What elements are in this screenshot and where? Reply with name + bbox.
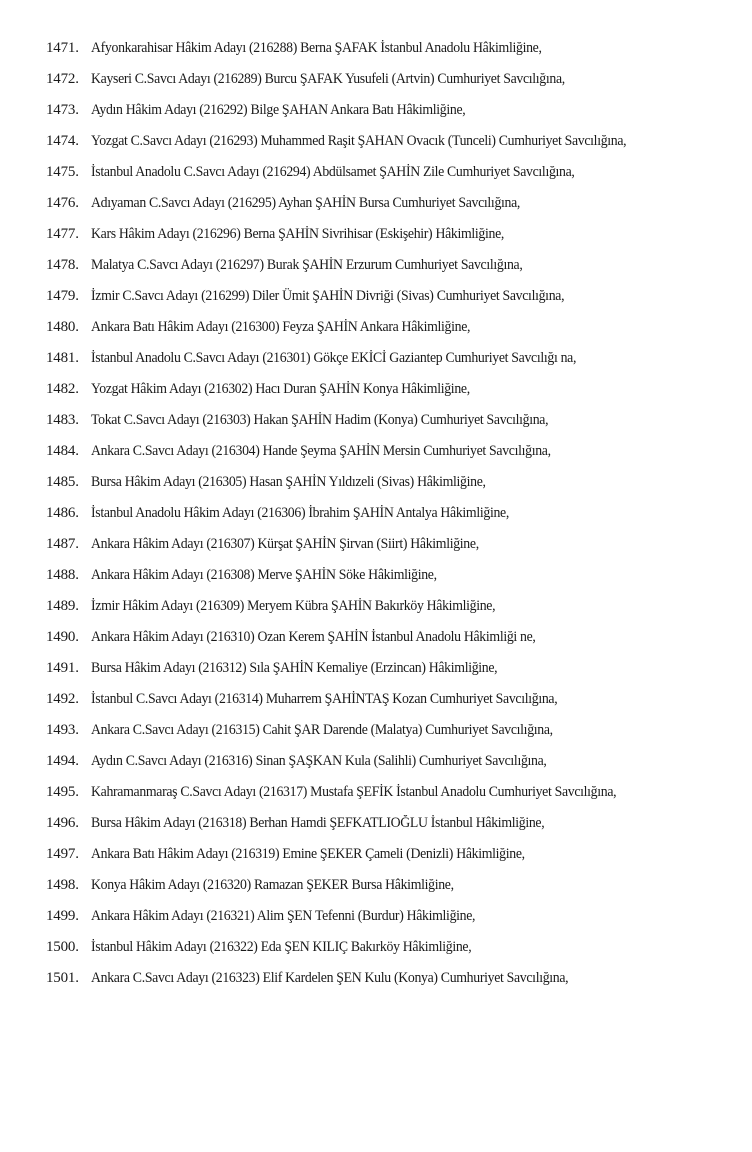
entry-text: Adıyaman C.Savcı Adayı (216295) Ayhan ŞAHİN Bursa Cumhuriyet Savcılığına, (91, 195, 521, 211)
list-item (46, 133, 746, 164)
entry-number: 1497. (46, 846, 79, 862)
entry-number: 1492. (46, 691, 79, 707)
entry-text: Ankara Batı Hâkim Adayı (216319) Emine ŞEKER Çameli (Denizli) Hâkimliğine, (91, 846, 525, 862)
entry-text: Ankara Hâkim Adayı (216307) Kürşat ŞAHİN Şirvan (Siirt) Hâkimliğine, (91, 536, 479, 552)
entry-text: Malatya C.Savcı Adayı (216297) Burak ŞAHİN Erzurum Cumhuriyet Savcılığına, (91, 257, 523, 273)
list-item (46, 40, 746, 71)
entry-text: Afyonkarahisar Hâkim Adayı (216288) Berna ŞAFAK İstanbul Anadolu Hâkimliğine, (91, 40, 542, 56)
entry-text: Kayseri C.Savcı Adayı (216289) Burcu ŞAFAK Yusufeli (Artvin) Cumhuriyet Savcılığına, (91, 71, 565, 87)
entry-text: İstanbul Anadolu Hâkim Adayı (216306) İbrahim ŞAHİN Antalya Hâkimliğine, (91, 505, 509, 521)
entry-number: 1487. (46, 536, 79, 552)
list-item (46, 102, 746, 133)
entry-number: 1479. (46, 288, 79, 304)
entry-text: İstanbul Anadolu C.Savcı Adayı (216301) Gökçe EKİCİ Gaziantep Cumhuriyet Savcılığı na, (91, 350, 577, 366)
list-item (46, 815, 746, 846)
entry-number: 1488. (46, 567, 79, 583)
list-item (46, 877, 746, 908)
entry-number: 1494. (46, 753, 79, 769)
entry-number: 1478. (46, 257, 79, 273)
list-item (46, 536, 746, 567)
entry-text: Ankara C.Savcı Adayı (216304) Hande Şeyma ŞAHİN Mersin Cumhuriyet Savcılığına, (91, 443, 551, 459)
entry-number: 1486. (46, 505, 79, 521)
entry-text: Bursa Hâkim Adayı (216318) Berhan Hamdi ŞEFKATLIOĞLU İstanbul Hâkimliğine, (91, 815, 545, 831)
entry-number: 1499. (46, 908, 79, 924)
list-item (46, 195, 746, 226)
list-item (46, 970, 746, 1001)
list-item (46, 722, 746, 753)
appointment-list (46, 40, 746, 1001)
list-item (46, 660, 746, 691)
entry-number: 1476. (46, 195, 79, 211)
entry-text: İstanbul Hâkim Adayı (216322) Eda ŞEN KILIÇ Bakırköy Hâkimliğine, (91, 939, 472, 955)
list-item (46, 350, 746, 381)
entry-number: 1480. (46, 319, 79, 335)
entry-text: Ankara Hâkim Adayı (216308) Merve ŞAHİN Söke Hâkimliğine, (91, 567, 437, 583)
list-item (46, 474, 746, 505)
list-item (46, 598, 746, 629)
entry-number: 1477. (46, 226, 79, 242)
list-item (46, 939, 746, 970)
list-item (46, 288, 746, 319)
list-item (46, 567, 746, 598)
entry-number: 1485. (46, 474, 79, 490)
list-item (46, 908, 746, 939)
entry-text: İzmir C.Savcı Adayı (216299) Diler Ümit ŞAHİN Divriği (Sivas) Cumhuriyet Savcılığına, (91, 288, 565, 304)
entry-number: 1501. (46, 970, 79, 986)
entry-number: 1483. (46, 412, 79, 428)
list-item (46, 412, 746, 443)
entry-text: İstanbul C.Savcı Adayı (216314) Muharrem ŞAHİNTAŞ Kozan Cumhuriyet Savcılığına, (91, 691, 558, 707)
entry-text: İzmir Hâkim Adayı (216309) Meryem Kübra ŞAHİN Bakırköy Hâkimliğine, (91, 598, 496, 614)
entry-text: Bursa Hâkim Adayı (216305) Hasan ŞAHİN Yıldızeli (Sivas) Hâkimliğine, (91, 474, 486, 490)
entry-number: 1491. (46, 660, 79, 676)
list-item (46, 257, 746, 288)
list-item (46, 784, 746, 815)
list-item (46, 226, 746, 257)
entry-text: Ankara Hâkim Adayı (216321) Alim ŞEN Tefenni (Burdur) Hâkimliğine, (91, 908, 476, 924)
entry-text: Ankara C.Savcı Adayı (216315) Cahit ŞAR Darende (Malatya) Cumhuriyet Savcılığına, (91, 722, 553, 738)
entry-number: 1489. (46, 598, 79, 614)
entry-text: Ankara Hâkim Adayı (216310) Ozan Kerem ŞAHİN İstanbul Anadolu Hâkimliği ne, (91, 629, 536, 645)
entry-number: 1473. (46, 102, 79, 118)
entry-text: Aydın C.Savcı Adayı (216316) Sinan ŞAŞKAN Kula (Salihli) Cumhuriyet Savcılığına, (91, 753, 547, 769)
list-item (46, 164, 746, 195)
entry-text: Ankara Batı Hâkim Adayı (216300) Feyza ŞAHİN Ankara Hâkimliğine, (91, 319, 471, 335)
entry-text: Kars Hâkim Adayı (216296) Berna ŞAHİN Sivrihisar (Eskişehir) Hâkimliğine, (91, 226, 505, 242)
entry-number: 1493. (46, 722, 79, 738)
list-item (46, 691, 746, 722)
entry-text: Kahramanmaraş C.Savcı Adayı (216317) Mustafa ŞEFİK İstanbul Anadolu Cumhuriyet Savcılığına, (91, 784, 617, 800)
entry-text: Yozgat Hâkim Adayı (216302) Hacı Duran ŞAHİN Konya Hâkimliğine, (91, 381, 470, 397)
entry-number: 1481. (46, 350, 79, 366)
entry-text: Aydın Hâkim Adayı (216292) Bilge ŞAHAN Ankara Batı Hâkimliğine, (91, 102, 466, 118)
entry-number: 1495. (46, 784, 79, 800)
entry-text: Konya Hâkim Adayı (216320) Ramazan ŞEKER Bursa Hâkimliğine, (91, 877, 454, 893)
list-item (46, 753, 746, 784)
entry-text: Tokat C.Savcı Adayı (216303) Hakan ŞAHİN Hadim (Konya) Cumhuriyet Savcılığına, (91, 412, 549, 428)
entry-text: Bursa Hâkim Adayı (216312) Sıla ŞAHİN Kemaliye (Erzincan) Hâkimliğine, (91, 660, 498, 676)
entry-number: 1498. (46, 877, 79, 893)
entry-number: 1482. (46, 381, 79, 397)
list-item (46, 846, 746, 877)
list-item (46, 71, 746, 102)
entry-number: 1471. (46, 40, 79, 56)
entry-number: 1484. (46, 443, 79, 459)
entry-number: 1500. (46, 939, 79, 955)
entry-number: 1472. (46, 71, 79, 87)
entry-text: Ankara C.Savcı Adayı (216323) Elif Kardelen ŞEN Kulu (Konya) Cumhuriyet Savcılığına, (91, 970, 569, 986)
list-item (46, 629, 746, 660)
list-item (46, 381, 746, 412)
entry-number: 1475. (46, 164, 79, 180)
entry-text: Yozgat C.Savcı Adayı (216293) Muhammed Raşit ŞAHAN Ovacık (Tunceli) Cumhuriyet Savcılığına, (91, 133, 627, 149)
list-item (46, 319, 746, 350)
entry-text: İstanbul Anadolu C.Savcı Adayı (216294) Abdülsamet ŞAHİN Zile Cumhuriyet Savcılığına, (91, 164, 575, 180)
entry-number: 1490. (46, 629, 79, 645)
entry-number: 1496. (46, 815, 79, 831)
list-item (46, 505, 746, 536)
entry-number: 1474. (46, 133, 79, 149)
list-item (46, 443, 746, 474)
